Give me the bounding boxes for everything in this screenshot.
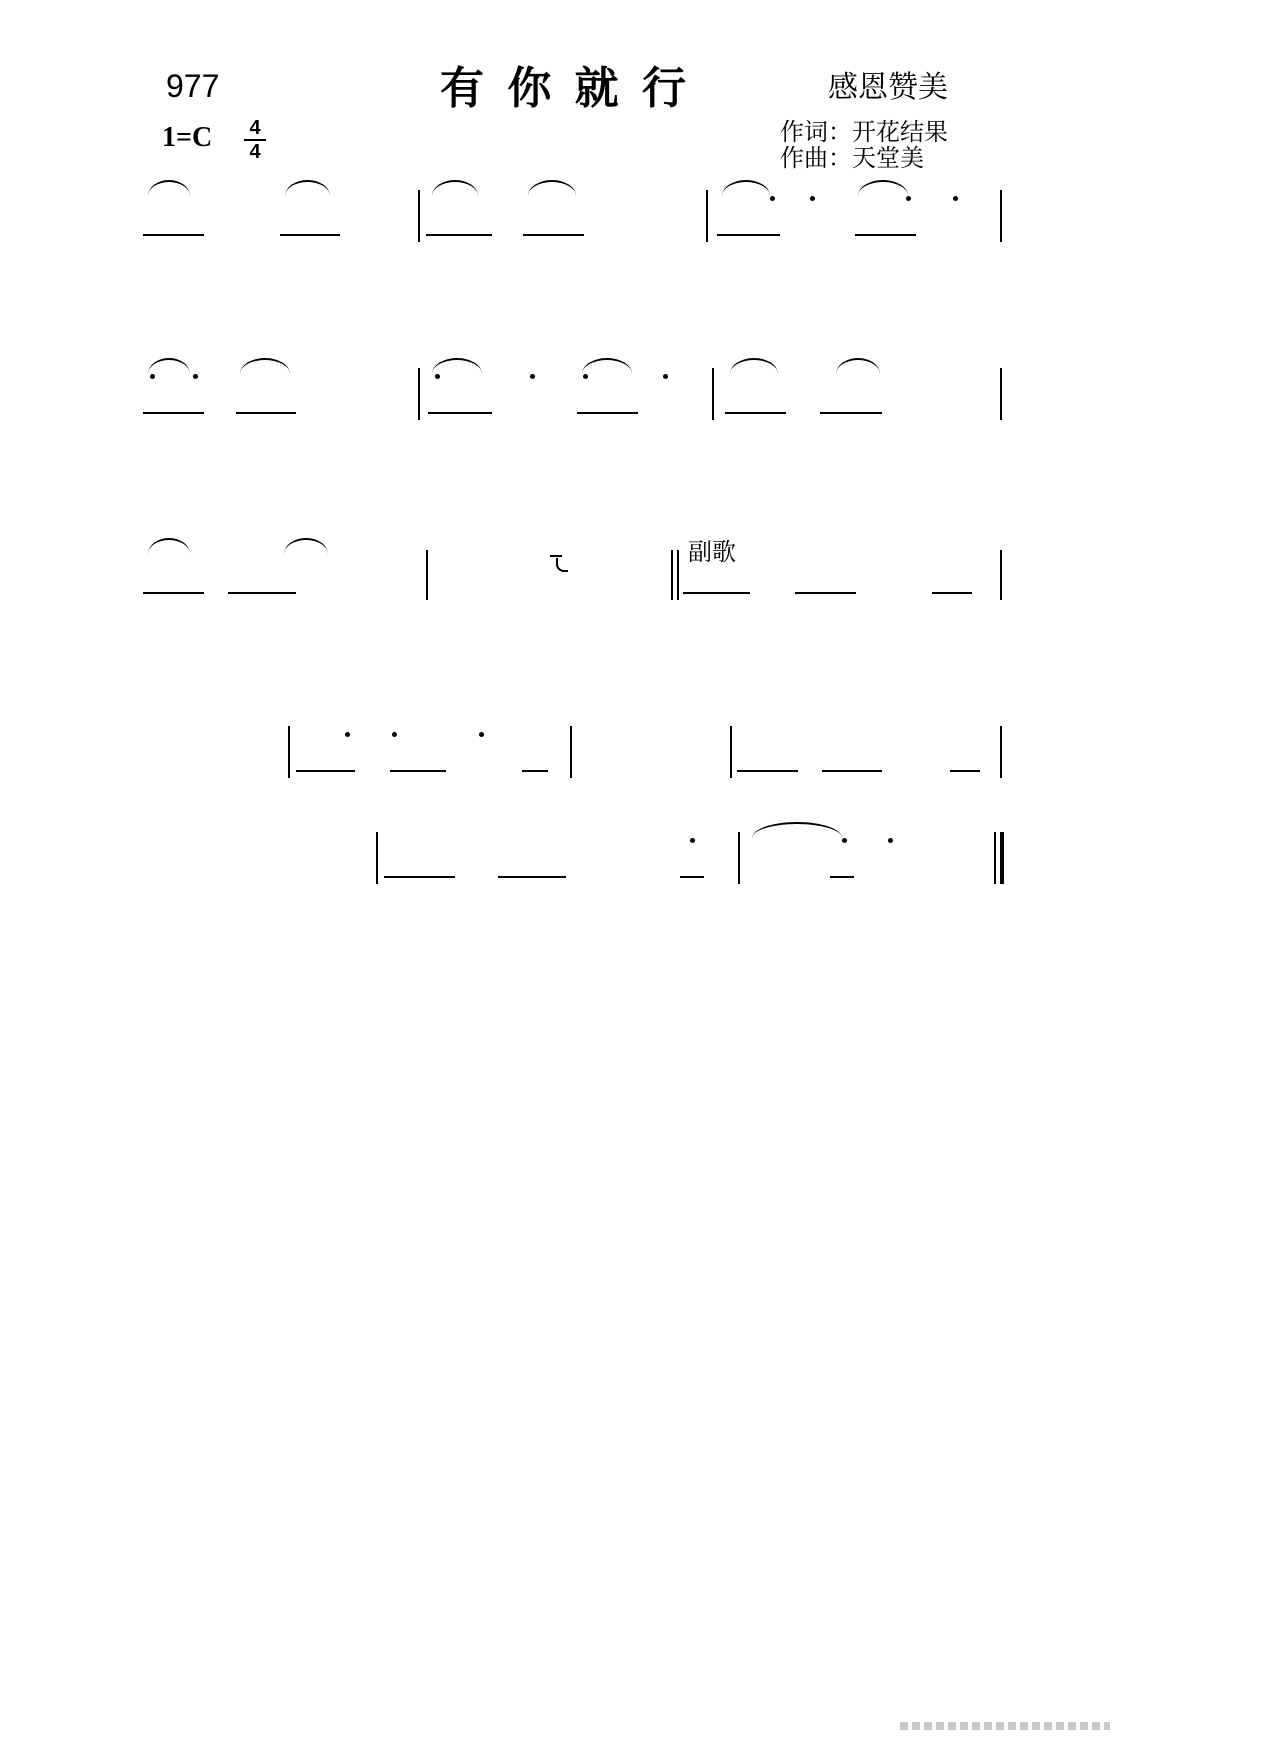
double-bar-line bbox=[671, 550, 673, 600]
slur-arc bbox=[836, 358, 880, 374]
slur-arc bbox=[722, 180, 770, 196]
song-number: 977 bbox=[166, 68, 220, 104]
beam-underline bbox=[680, 876, 704, 878]
slur-arc bbox=[858, 180, 908, 196]
beam-underline bbox=[280, 234, 340, 236]
grace-hook bbox=[556, 558, 568, 572]
bar-line bbox=[1000, 368, 1002, 420]
beam-underline bbox=[228, 592, 296, 594]
slur-arc bbox=[148, 180, 190, 196]
beam-underline bbox=[236, 412, 296, 414]
bar-line bbox=[1000, 190, 1002, 242]
beam-underline bbox=[384, 876, 455, 878]
song-title: 有 你 就 行 bbox=[440, 63, 690, 114]
beam-underline bbox=[737, 770, 798, 772]
beam-underline bbox=[820, 412, 882, 414]
octave-dot bbox=[770, 196, 775, 201]
beam-underline bbox=[390, 770, 446, 772]
slur-arc bbox=[528, 180, 576, 196]
octave-dot bbox=[193, 374, 198, 379]
slur-arc bbox=[240, 358, 290, 374]
chorus-label: 副歌 bbox=[688, 538, 736, 566]
beam-underline bbox=[498, 876, 566, 878]
beam-underline bbox=[426, 234, 492, 236]
octave-dot bbox=[150, 374, 155, 379]
final-bar-line bbox=[994, 832, 996, 884]
octave-dot bbox=[810, 196, 815, 201]
slur-arc bbox=[432, 180, 478, 196]
bar-line bbox=[288, 726, 290, 778]
bar-line bbox=[712, 368, 714, 420]
slur-arc bbox=[148, 538, 190, 554]
octave-dot bbox=[530, 374, 535, 379]
beam-underline bbox=[725, 412, 786, 414]
time-signature bbox=[244, 118, 266, 162]
bar-line bbox=[376, 832, 378, 884]
octave-dot bbox=[690, 838, 695, 843]
slur-arc bbox=[148, 358, 190, 374]
double-bar-line bbox=[677, 550, 679, 600]
beam-underline bbox=[577, 412, 638, 414]
time-bottom: 4 bbox=[249, 141, 261, 163]
beam-underline bbox=[830, 876, 854, 878]
octave-dot bbox=[888, 838, 893, 843]
beam-underline bbox=[523, 234, 584, 236]
beam-underline bbox=[950, 770, 980, 772]
octave-dot bbox=[435, 374, 440, 379]
bar-line bbox=[426, 550, 428, 600]
time-top: 4 bbox=[249, 117, 261, 139]
grace-underline bbox=[550, 555, 562, 557]
watermark bbox=[900, 1722, 1110, 1730]
beam-underline bbox=[428, 412, 492, 414]
final-bar-line bbox=[1000, 832, 1004, 884]
lyricist-credit: 作词：开花结果 bbox=[780, 118, 948, 146]
beam-underline bbox=[683, 592, 750, 594]
octave-dot bbox=[906, 196, 911, 201]
beam-underline bbox=[143, 412, 204, 414]
slur-arc bbox=[730, 358, 778, 374]
bar-line bbox=[570, 726, 572, 778]
octave-dot bbox=[479, 732, 484, 737]
beam-underline bbox=[932, 592, 972, 594]
slur-arc bbox=[285, 180, 330, 196]
beam-underline bbox=[822, 770, 882, 772]
bar-line bbox=[730, 726, 732, 778]
slur-arc bbox=[582, 358, 632, 374]
beam-underline bbox=[143, 592, 204, 594]
slur-arc bbox=[284, 538, 328, 554]
bar-line bbox=[706, 190, 708, 242]
slur-arc bbox=[752, 822, 842, 838]
beam-underline bbox=[522, 770, 548, 772]
bar-line bbox=[1000, 550, 1002, 600]
bar-line bbox=[418, 368, 420, 420]
bar-line bbox=[738, 832, 740, 884]
slur-arc bbox=[432, 358, 482, 374]
composer-credit: 作曲：天堂美 bbox=[780, 144, 924, 172]
beam-underline bbox=[855, 234, 916, 236]
octave-dot bbox=[842, 838, 847, 843]
octave-dot bbox=[392, 732, 397, 737]
bar-line bbox=[1000, 726, 1002, 778]
beam-underline bbox=[143, 234, 204, 236]
bar-line bbox=[418, 190, 420, 242]
octave-dot bbox=[663, 374, 668, 379]
beam-underline bbox=[296, 770, 355, 772]
octave-dot bbox=[583, 374, 588, 379]
octave-dot bbox=[953, 196, 958, 201]
octave-dot bbox=[345, 732, 350, 737]
beam-underline bbox=[717, 234, 780, 236]
collection-name: 感恩赞美 bbox=[828, 70, 948, 105]
key-signature: 1=C bbox=[162, 122, 213, 153]
beam-underline bbox=[795, 592, 856, 594]
